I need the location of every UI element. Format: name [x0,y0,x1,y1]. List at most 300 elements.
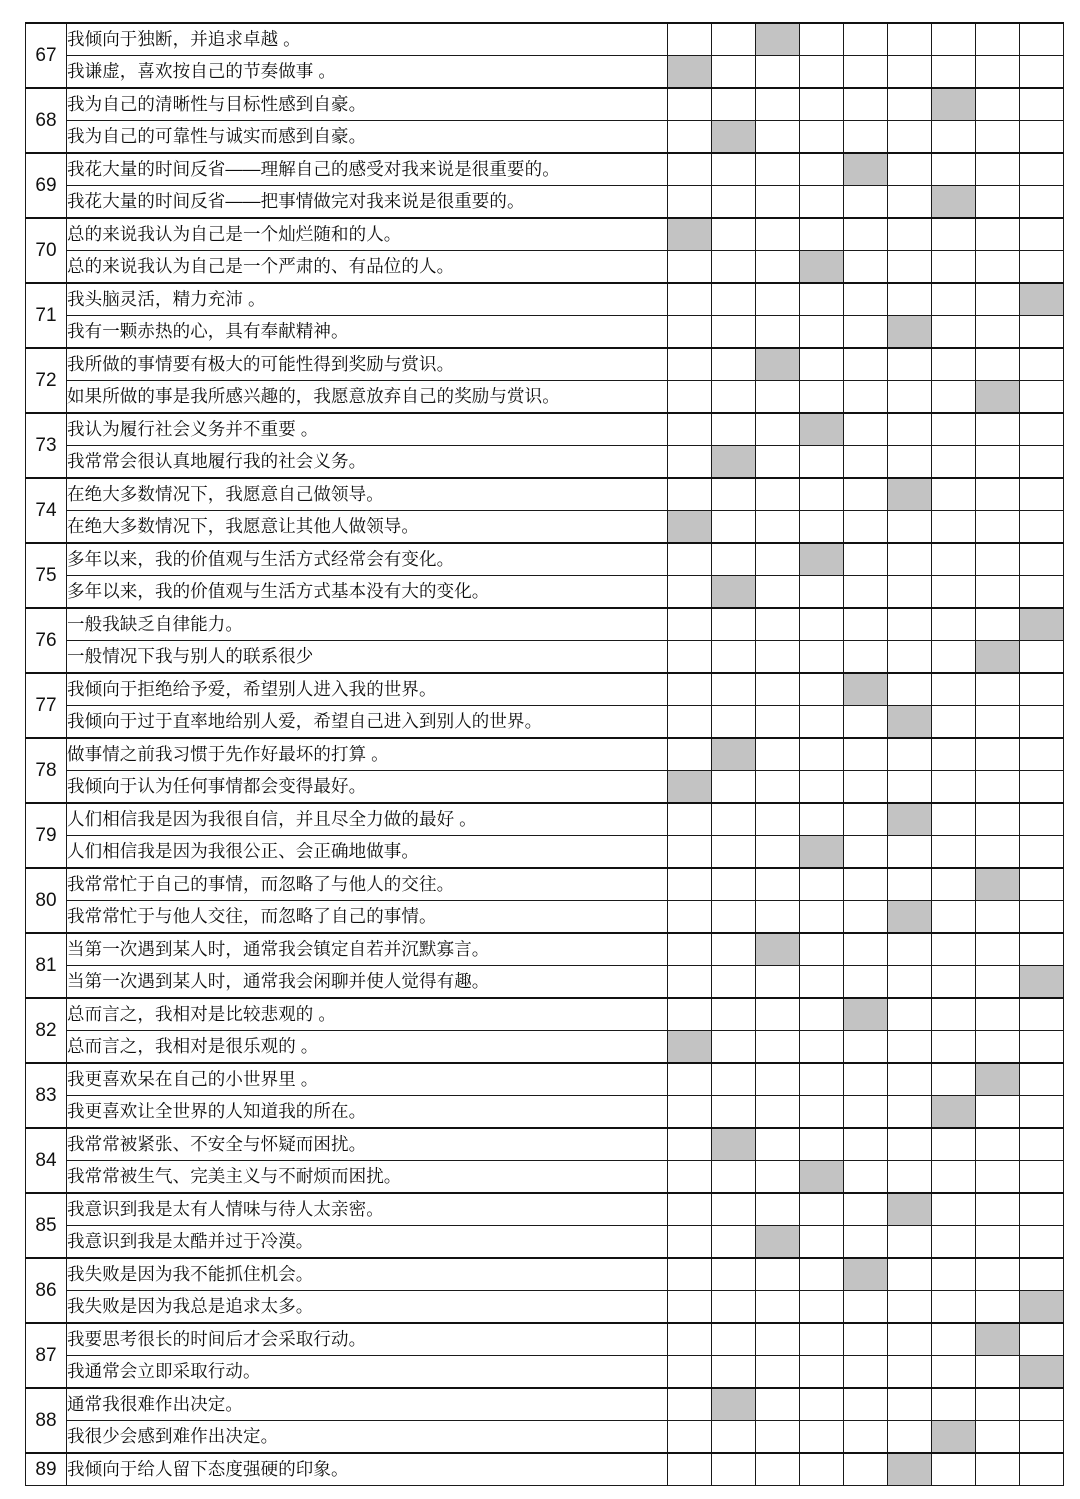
option-cell[interactable] [1020,1161,1064,1194]
option-cell[interactable] [800,218,844,251]
option-cell[interactable] [932,121,976,154]
option-cell[interactable] [1020,316,1064,349]
option-cell[interactable] [756,641,800,674]
option-cell[interactable] [888,1356,932,1389]
option-cell[interactable] [976,998,1020,1031]
option-cell[interactable] [668,1323,712,1356]
option-cell[interactable] [712,803,756,836]
option-cell[interactable] [888,1161,932,1194]
option-cell[interactable] [888,446,932,479]
option-cell[interactable] [756,1161,800,1194]
option-cell[interactable] [712,1193,756,1226]
option-cell[interactable] [800,511,844,544]
option-cell[interactable] [844,511,888,544]
option-cell[interactable] [844,1453,888,1486]
option-cell-selected[interactable] [668,218,712,251]
option-cell[interactable] [712,381,756,414]
option-cell[interactable] [844,933,888,966]
option-cell[interactable] [800,1063,844,1096]
option-cell[interactable] [668,121,712,154]
option-cell[interactable] [800,771,844,804]
option-cell-selected[interactable] [712,121,756,154]
option-cell[interactable] [756,868,800,901]
option-cell[interactable] [756,803,800,836]
option-cell[interactable] [932,1031,976,1064]
option-cell[interactable] [976,1031,1020,1064]
option-cell[interactable] [800,446,844,479]
option-cell[interactable] [800,803,844,836]
option-cell[interactable] [668,381,712,414]
option-cell[interactable] [932,868,976,901]
option-cell[interactable] [888,186,932,219]
option-cell-selected[interactable] [844,998,888,1031]
option-cell[interactable] [712,1226,756,1259]
option-cell[interactable] [844,1031,888,1064]
option-cell[interactable] [976,706,1020,739]
option-cell[interactable] [668,413,712,446]
option-cell-selected[interactable] [712,1388,756,1421]
option-cell-selected[interactable] [1020,1291,1064,1324]
option-cell[interactable] [756,511,800,544]
option-cell[interactable] [932,413,976,446]
option-cell-selected[interactable] [1020,966,1064,999]
option-cell[interactable] [888,673,932,706]
option-cell[interactable] [756,88,800,121]
option-cell[interactable] [932,966,976,999]
option-cell[interactable] [844,1128,888,1161]
option-cell[interactable] [932,998,976,1031]
option-cell[interactable] [800,966,844,999]
option-cell[interactable] [932,1291,976,1324]
option-cell[interactable] [932,1356,976,1389]
option-cell[interactable] [756,836,800,869]
option-cell[interactable] [800,1193,844,1226]
option-cell[interactable] [712,478,756,511]
option-cell-selected[interactable] [668,511,712,544]
option-cell[interactable] [756,446,800,479]
option-cell[interactable] [1020,1063,1064,1096]
option-cell[interactable] [1020,88,1064,121]
option-cell[interactable] [756,998,800,1031]
option-cell[interactable] [844,121,888,154]
option-cell[interactable] [712,251,756,284]
option-cell[interactable] [844,1226,888,1259]
option-cell[interactable] [844,283,888,316]
option-cell[interactable] [668,1258,712,1291]
option-cell[interactable] [668,738,712,771]
option-cell[interactable] [888,998,932,1031]
option-cell-selected[interactable] [800,1161,844,1194]
option-cell[interactable] [712,348,756,381]
option-cell[interactable] [932,1323,976,1356]
option-cell[interactable] [1020,446,1064,479]
option-cell[interactable] [1020,1421,1064,1454]
option-cell[interactable] [800,1031,844,1064]
option-cell[interactable] [1020,738,1064,771]
option-cell[interactable] [712,771,756,804]
option-cell[interactable] [1020,576,1064,609]
option-cell[interactable] [712,316,756,349]
option-cell[interactable] [800,88,844,121]
option-cell[interactable] [712,1161,756,1194]
option-cell[interactable] [1020,511,1064,544]
option-cell[interactable] [844,1193,888,1226]
option-cell[interactable] [668,836,712,869]
option-cell[interactable] [1020,381,1064,414]
option-cell[interactable] [756,1258,800,1291]
option-cell[interactable] [932,251,976,284]
option-cell[interactable] [1020,1388,1064,1421]
option-cell[interactable] [668,706,712,739]
option-cell[interactable] [888,1128,932,1161]
option-cell[interactable] [976,803,1020,836]
option-cell[interactable] [800,316,844,349]
option-cell[interactable] [668,1128,712,1161]
option-cell[interactable] [800,1388,844,1421]
option-cell[interactable] [932,283,976,316]
option-cell[interactable] [888,933,932,966]
option-cell-selected[interactable] [1020,283,1064,316]
option-cell[interactable] [844,56,888,89]
option-cell[interactable] [668,1356,712,1389]
option-cell-selected[interactable] [932,88,976,121]
option-cell[interactable] [844,1421,888,1454]
option-cell[interactable] [756,901,800,934]
option-cell[interactable] [712,413,756,446]
option-cell[interactable] [976,966,1020,999]
option-cell[interactable] [756,1388,800,1421]
option-cell[interactable] [888,251,932,284]
option-cell-selected[interactable] [1020,1356,1064,1389]
option-cell[interactable] [1020,23,1064,56]
option-cell[interactable] [976,933,1020,966]
option-cell-selected[interactable] [756,933,800,966]
option-cell[interactable] [844,1356,888,1389]
option-cell[interactable] [756,1096,800,1129]
option-cell[interactable] [668,1453,712,1486]
option-cell[interactable] [932,706,976,739]
option-cell[interactable] [932,673,976,706]
option-cell[interactable] [844,641,888,674]
option-cell[interactable] [888,1031,932,1064]
option-cell[interactable] [932,1193,976,1226]
option-cell[interactable] [712,1323,756,1356]
option-cell[interactable] [756,413,800,446]
option-cell[interactable] [756,1323,800,1356]
option-cell[interactable] [844,868,888,901]
option-cell[interactable] [932,1258,976,1291]
option-cell[interactable] [668,933,712,966]
option-cell-selected[interactable] [932,1421,976,1454]
option-cell[interactable] [1020,413,1064,446]
option-cell[interactable] [756,1291,800,1324]
option-cell[interactable] [668,1421,712,1454]
option-cell[interactable] [976,673,1020,706]
option-cell[interactable] [976,1388,1020,1421]
option-cell[interactable] [888,88,932,121]
option-cell[interactable] [800,478,844,511]
option-cell-selected[interactable] [888,803,932,836]
option-cell-selected[interactable] [932,186,976,219]
option-cell[interactable] [668,901,712,934]
option-cell[interactable] [844,1291,888,1324]
option-cell[interactable] [800,933,844,966]
option-cell[interactable] [756,608,800,641]
option-cell[interactable] [932,1128,976,1161]
option-cell[interactable] [1020,1453,1064,1486]
option-cell[interactable] [976,771,1020,804]
option-cell-selected[interactable] [756,348,800,381]
option-cell[interactable] [932,1453,976,1486]
option-cell[interactable] [976,56,1020,89]
option-cell[interactable] [756,738,800,771]
option-cell[interactable] [712,998,756,1031]
option-cell[interactable] [756,56,800,89]
option-cell[interactable] [800,706,844,739]
option-cell[interactable] [888,1096,932,1129]
option-cell[interactable] [1020,153,1064,186]
option-cell[interactable] [668,966,712,999]
option-cell[interactable] [932,576,976,609]
option-cell[interactable] [756,478,800,511]
option-cell[interactable] [800,348,844,381]
option-cell[interactable] [976,1161,1020,1194]
option-cell[interactable] [668,348,712,381]
option-cell[interactable] [844,1096,888,1129]
option-cell[interactable] [976,901,1020,934]
option-cell[interactable] [756,673,800,706]
option-cell[interactable] [668,283,712,316]
option-cell[interactable] [800,1128,844,1161]
option-cell[interactable] [800,1421,844,1454]
option-cell[interactable] [932,933,976,966]
option-cell[interactable] [844,1388,888,1421]
option-cell[interactable] [668,153,712,186]
option-cell[interactable] [976,23,1020,56]
option-cell[interactable] [756,186,800,219]
option-cell[interactable] [800,998,844,1031]
option-cell[interactable] [712,153,756,186]
option-cell[interactable] [668,998,712,1031]
option-cell[interactable] [712,283,756,316]
option-cell[interactable] [844,706,888,739]
option-cell-selected[interactable] [888,478,932,511]
option-cell[interactable] [1020,933,1064,966]
option-cell[interactable] [888,868,932,901]
option-cell-selected[interactable] [976,381,1020,414]
option-cell[interactable] [932,1063,976,1096]
option-cell[interactable] [1020,901,1064,934]
option-cell[interactable] [976,738,1020,771]
option-cell[interactable] [976,348,1020,381]
option-cell[interactable] [1020,1096,1064,1129]
option-cell[interactable] [712,218,756,251]
option-cell-selected[interactable] [668,771,712,804]
option-cell[interactable] [712,1421,756,1454]
option-cell[interactable] [932,348,976,381]
option-cell[interactable] [888,966,932,999]
option-cell[interactable] [976,1453,1020,1486]
option-cell[interactable] [800,641,844,674]
option-cell[interactable] [668,446,712,479]
option-cell[interactable] [976,1356,1020,1389]
option-cell[interactable] [932,56,976,89]
option-cell[interactable] [712,966,756,999]
option-cell[interactable] [976,1096,1020,1129]
option-cell[interactable] [800,186,844,219]
option-cell[interactable] [888,641,932,674]
option-cell[interactable] [932,836,976,869]
option-cell-selected[interactable] [844,1258,888,1291]
option-cell[interactable] [1020,56,1064,89]
option-cell[interactable] [668,868,712,901]
option-cell[interactable] [712,868,756,901]
option-cell[interactable] [976,446,1020,479]
option-cell[interactable] [756,1453,800,1486]
option-cell[interactable] [976,608,1020,641]
option-cell[interactable] [1020,1193,1064,1226]
option-cell-selected[interactable] [888,1193,932,1226]
option-cell[interactable] [712,1356,756,1389]
option-cell[interactable] [1020,803,1064,836]
option-cell[interactable] [800,56,844,89]
option-cell[interactable] [668,23,712,56]
option-cell-selected[interactable] [976,1323,1020,1356]
option-cell[interactable] [976,316,1020,349]
option-cell[interactable] [712,56,756,89]
option-cell[interactable] [844,316,888,349]
option-cell[interactable] [712,23,756,56]
option-cell-selected[interactable] [1020,608,1064,641]
option-cell[interactable] [1020,1323,1064,1356]
option-cell[interactable] [932,901,976,934]
option-cell[interactable] [976,1421,1020,1454]
option-cell[interactable] [844,803,888,836]
option-cell[interactable] [888,381,932,414]
option-cell-selected[interactable] [712,738,756,771]
option-cell[interactable] [668,1226,712,1259]
option-cell[interactable] [888,1421,932,1454]
option-cell[interactable] [888,153,932,186]
option-cell[interactable] [756,381,800,414]
option-cell[interactable] [888,56,932,89]
option-cell[interactable] [888,348,932,381]
option-cell[interactable] [712,1258,756,1291]
option-cell[interactable] [756,1031,800,1064]
option-cell[interactable] [668,803,712,836]
option-cell[interactable] [712,186,756,219]
option-cell[interactable] [1020,251,1064,284]
option-cell[interactable] [844,446,888,479]
option-cell[interactable] [756,1421,800,1454]
option-cell[interactable] [976,153,1020,186]
option-cell[interactable] [712,1291,756,1324]
option-cell[interactable] [932,478,976,511]
option-cell[interactable] [668,673,712,706]
option-cell[interactable] [844,348,888,381]
option-cell[interactable] [1020,868,1064,901]
option-cell[interactable] [756,706,800,739]
option-cell[interactable] [756,1063,800,1096]
option-cell[interactable] [844,186,888,219]
option-cell[interactable] [976,576,1020,609]
option-cell[interactable] [712,1031,756,1064]
option-cell[interactable] [844,251,888,284]
option-cell-selected[interactable] [844,673,888,706]
option-cell[interactable] [1020,771,1064,804]
option-cell[interactable] [800,673,844,706]
option-cell[interactable] [668,1291,712,1324]
option-cell[interactable] [668,251,712,284]
option-cell[interactable] [756,316,800,349]
option-cell[interactable] [932,803,976,836]
option-cell[interactable] [756,771,800,804]
option-cell[interactable] [932,153,976,186]
option-cell[interactable] [668,1063,712,1096]
option-cell[interactable] [844,88,888,121]
option-cell[interactable] [800,1096,844,1129]
option-cell[interactable] [888,283,932,316]
option-cell-selected[interactable] [888,706,932,739]
option-cell[interactable] [844,1161,888,1194]
option-cell[interactable] [800,1356,844,1389]
option-cell-selected[interactable] [756,1226,800,1259]
option-cell[interactable] [756,1193,800,1226]
option-cell[interactable] [932,1226,976,1259]
option-cell-selected[interactable] [800,413,844,446]
option-cell[interactable] [888,413,932,446]
option-cell[interactable] [800,576,844,609]
option-cell[interactable] [800,738,844,771]
option-cell[interactable] [932,446,976,479]
option-cell[interactable] [976,543,1020,576]
option-cell-selected[interactable] [844,153,888,186]
option-cell[interactable] [756,576,800,609]
option-cell[interactable] [976,218,1020,251]
option-cell[interactable] [844,1323,888,1356]
option-cell[interactable] [668,1193,712,1226]
option-cell[interactable] [668,641,712,674]
option-cell-selected[interactable] [976,1063,1020,1096]
option-cell[interactable] [712,1096,756,1129]
option-cell-selected[interactable] [800,543,844,576]
option-cell[interactable] [932,738,976,771]
option-cell[interactable] [668,186,712,219]
option-cell[interactable] [976,1258,1020,1291]
option-cell[interactable] [1020,543,1064,576]
option-cell[interactable] [932,608,976,641]
option-cell[interactable] [932,641,976,674]
option-cell[interactable] [932,316,976,349]
option-cell[interactable] [800,901,844,934]
option-cell[interactable] [888,771,932,804]
option-cell[interactable] [712,901,756,934]
option-cell[interactable] [976,283,1020,316]
option-cell[interactable] [844,381,888,414]
option-cell[interactable] [756,966,800,999]
option-cell[interactable] [976,511,1020,544]
option-cell[interactable] [1020,836,1064,869]
option-cell[interactable] [712,608,756,641]
option-cell[interactable] [844,576,888,609]
option-cell[interactable] [712,641,756,674]
option-cell[interactable] [844,478,888,511]
option-cell[interactable] [888,1063,932,1096]
option-cell[interactable] [888,1226,932,1259]
option-cell[interactable] [1020,478,1064,511]
option-cell[interactable] [668,478,712,511]
option-cell[interactable] [668,543,712,576]
